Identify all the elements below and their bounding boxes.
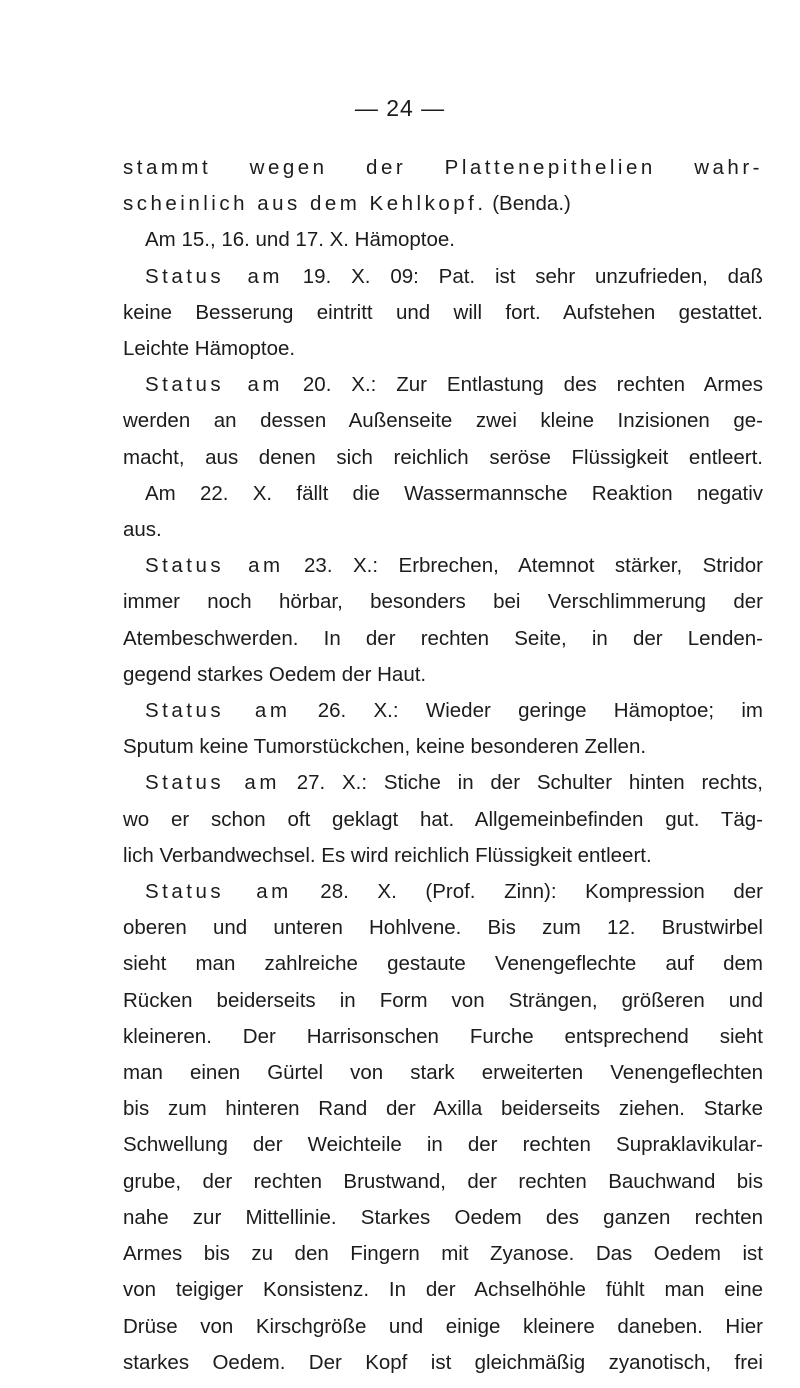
text-line [123,765,763,801]
line-text: 27. X.: Stiche in der Schulter hinten rechts, [279,771,764,795]
text-line [123,874,763,910]
text-line [123,150,763,186]
text-line [123,440,763,476]
line-text: aus. [123,518,162,542]
line-text: Schwellung der Weichteile in der rechten Supraklavikular- [123,1133,763,1157]
text-line [123,403,763,439]
line-text: 26. X.: Wieder geringe Hämoptoe; im [290,699,764,723]
text-line [123,512,763,548]
line-text: Drüse von Kirschgröße und einige kleinere daneben. Hier [123,1314,763,1338]
line-text: 28. X. (Prof. Zinn): Kompression der [291,880,763,904]
text-line [123,838,763,874]
body-text [123,150,763,1381]
text-line [123,1236,763,1272]
line-text: lich Verbandwechsel. Es wird reichlich Flüssigkeit entleert. [123,843,652,867]
text-line [123,1019,763,1055]
spaced-emphasis: Status am [145,373,283,397]
line-text: grube, der rechten Brustwand, der rechten Bauchwand bis [123,1169,763,1193]
line-text: man einen Gürtel von stark erweiterten Venengeflechten [123,1061,763,1085]
text-line [123,1127,763,1163]
line-text: Atembeschwerden. In der rechten Seite, in der Lenden- [123,626,763,650]
spaced-emphasis: scheinlich aus dem Kehlkopf. [123,192,487,216]
line-text: Armes bis zu den Fingern mit Zyanose. Das Oedem ist [123,1242,763,1266]
line-text: bis zum hinteren Rand der Axilla beiderseits ziehen. Starke [123,1097,763,1121]
line-text: oberen und unteren Hohlvene. Bis zum 12. Brustwirbel [123,916,763,940]
text-line [123,1055,763,1091]
line-text: nahe zur Mittellinie. Starkes Oedem des ganzen rechten [123,1205,763,1229]
line-text: starkes Oedem. Der Kopf ist gleichmäßig zyanotisch, frei [123,1350,763,1374]
text-line [123,367,763,403]
line-text: Am 22. X. fällt die Wassermannsche Reaktion negativ [145,481,763,505]
text-line [123,186,763,222]
line-text: Rücken beiderseits in Form von Strängen, größeren und [123,988,763,1012]
text-line [123,584,763,620]
text-line [123,259,763,295]
line-text: von teigiger Konsistenz. In der Achselhöhle fühlt man eine [123,1278,763,1302]
text-line [123,331,763,367]
text-line [123,621,763,657]
text-line [123,1091,763,1127]
line-text: (Benda.) [486,192,571,216]
line-text: werden an dessen Außenseite zwei kleine Inzisionen ge- [123,409,763,433]
text-line [123,946,763,982]
text-line [123,983,763,1019]
text-line [123,222,763,258]
line-text: 20. X.: Zur Entlastung des rechten Armes [283,373,763,397]
line-text: Leichte Hämoptoe. [123,337,296,361]
spaced-emphasis: Status am [145,554,284,578]
line-text: sieht man zahlreiche gestaute Venengeflechte auf dem [123,952,763,976]
text-line [123,295,763,331]
spaced-emphasis: Status am [145,771,280,795]
text-line [123,910,763,946]
text-line [123,693,763,729]
text-line [123,476,763,512]
line-text: gegend starkes Oedem der Haut. [123,662,427,686]
spaced-emphasis: Status am [145,699,291,723]
spaced-emphasis: Status am [145,880,292,904]
line-text: kleineren. Der Harrisonschen Furche entsprechend sieht [123,1024,763,1048]
line-text: wo er schon oft geklagt hat. Allgemeinbefinden gut. Täg- [123,807,763,831]
line-text: 23. X.: Erbrechen, Atemnot stärker, Stridor [283,554,763,578]
text-line [123,1164,763,1200]
line-text: macht, aus denen sich reichlich seröse Flüssigkeit entleert. [123,445,763,469]
line-text: Am 15., 16. und 17. X. Hämoptoe. [145,228,455,252]
text-line [123,1309,763,1345]
text-line [123,548,763,584]
line-text: Sputum keine Tumorstückchen, keine besonderen Zellen. [123,735,647,759]
text-line [123,657,763,693]
page-number: — 24 — [354,95,446,121]
line-text: immer noch hörbar, besonders bei Verschlimmerung der [123,590,763,614]
text-line [123,1345,763,1381]
text-line [123,729,763,765]
line-text: keine Besserung eintritt und will fort. Aufstehen gestattet. [123,300,763,324]
text-line [123,1200,763,1236]
text-line [123,802,763,838]
spaced-emphasis: stammt wegen der Plattenepithelien wahr- [123,156,763,179]
spaced-emphasis: Status am [145,264,283,288]
line-text: 19. X. 09: Pat. ist sehr unzufrieden, daß [282,264,763,288]
text-line [123,1272,763,1308]
